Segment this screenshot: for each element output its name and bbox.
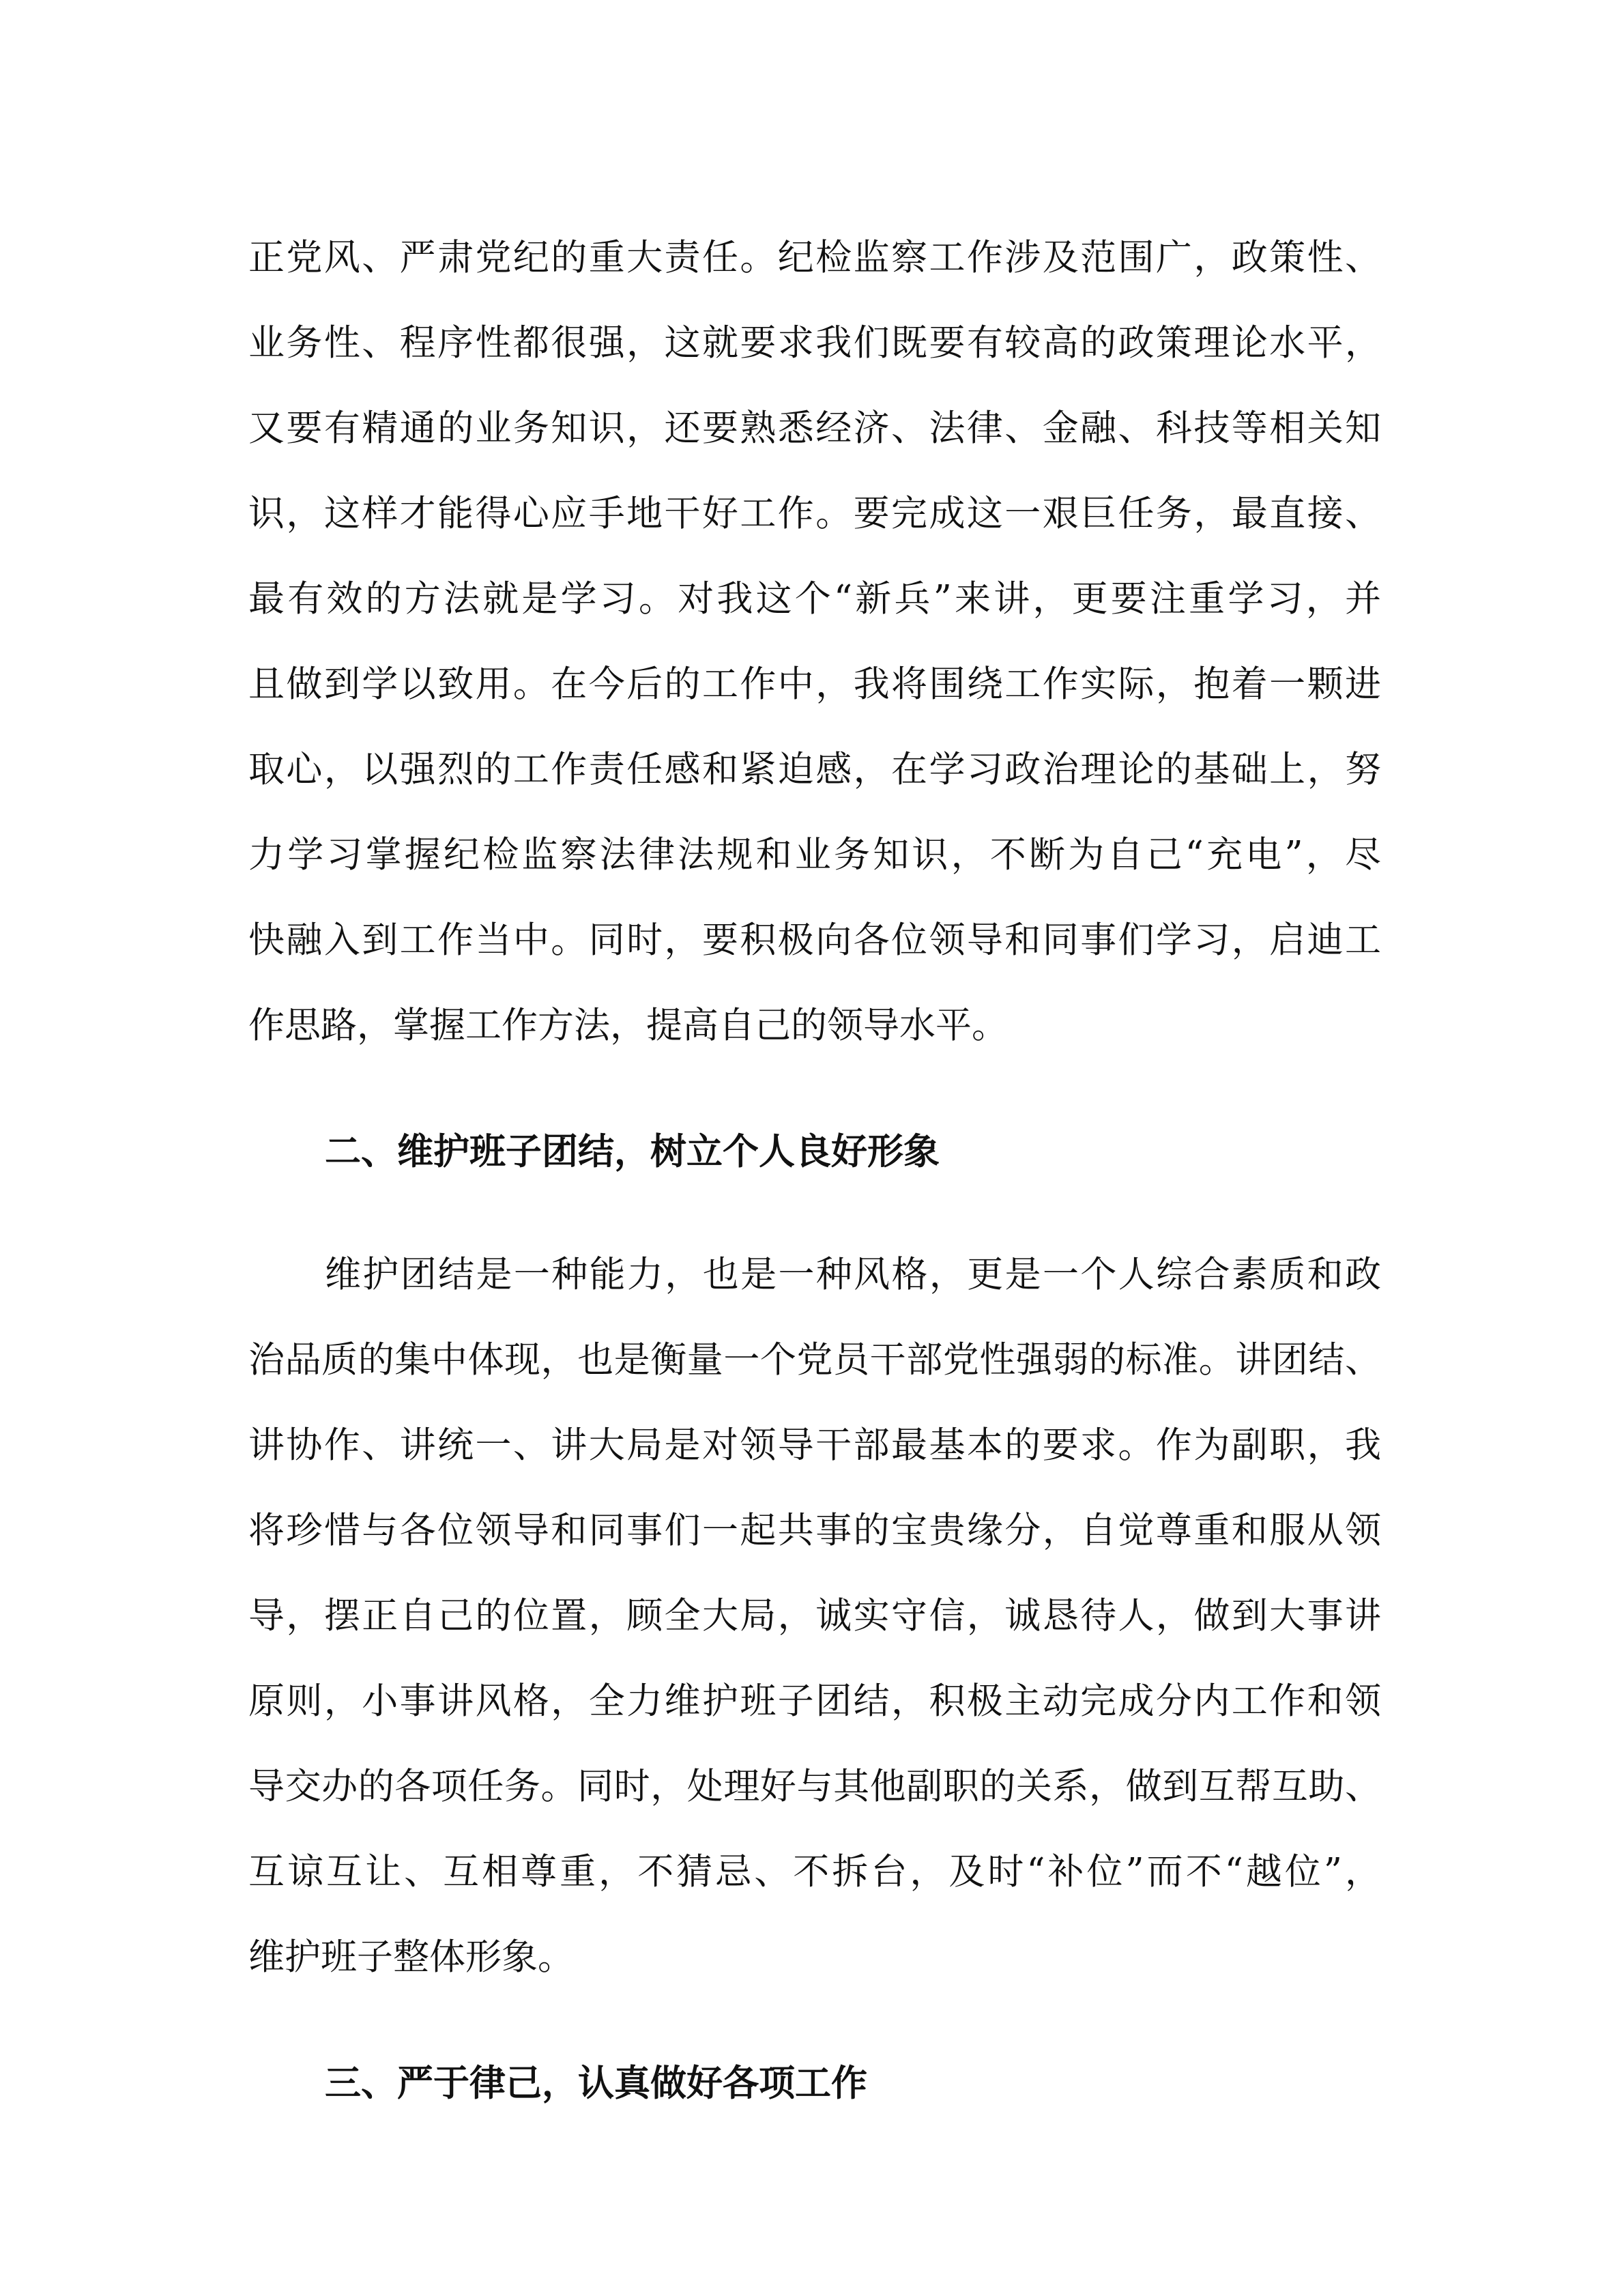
paragraph-continuation (248, 215, 1381, 1068)
paragraph-line: 作思路，掌握工作方法，提高自己的领导水平。 (248, 1005, 1008, 1046)
paragraph-team-unity (248, 1232, 1381, 2000)
section-heading-3: 三、严于律己，认真做好各项工作 (325, 2062, 867, 2104)
section-heading-2: 二、维护班子团结，树立个人良好形象 (325, 1130, 940, 1173)
spacer (248, 2000, 1381, 2041)
spacer (248, 1194, 1381, 1232)
paragraph-line: 将珍惜与各位领导和同事们一起共事的宝贵缘分，自觉尊重和服从领 (248, 1510, 1381, 1551)
paragraph-line: 导交办的各项任务。同时，处理好与其他副职的关系，做到互帮互助、 (248, 1766, 1381, 1807)
paragraph-line: 最有效的方法就是学习。对我这个“新兵”来讲，更要注重学习，并 (248, 578, 1381, 620)
paragraph-line: 导，摆正自己的位置，顾全大局，诚实守信，诚恳待人，做到大事讲 (248, 1595, 1381, 1637)
paragraph-line: 维护团结是一种能力，也是一种风格，更是一个人综合素质和政 (325, 1254, 1381, 1295)
document-body (248, 215, 1381, 2126)
paragraph-line: 取心，以强烈的工作责任感和紧迫感，在学习政治理论的基础上，努 (248, 749, 1381, 790)
paragraph-line: 维护班子整体形象。 (248, 1936, 574, 1978)
paragraph-line: 原则，小事讲风格，全力维护班子团结，积极主动完成分内工作和领 (248, 1680, 1381, 1722)
paragraph-line: 讲协作、讲统一、讲大局是对领导干部最基本的要求。作为副职，我 (248, 1424, 1381, 1466)
spacer (248, 1068, 1381, 1109)
paragraph-line: 业务性、程序性都很强，这就要求我们既要有较高的政策理论水平， (248, 322, 1381, 364)
paragraph-line: 识，这样才能得心应手地干好工作。要完成这一艰巨任务，最直接、 (248, 493, 1381, 534)
paragraph-line: 力学习掌握纪检监察法律法规和业务知识，不断为自己“充电”，尽 (248, 834, 1381, 876)
paragraph-line: 治品质的集中体现，也是衡量一个党员干部党性强弱的标准。讲团结、 (248, 1339, 1381, 1381)
paragraph-line: 快融入到工作当中。同时，要积极向各位领导和同事们学习，启迪工 (248, 919, 1381, 961)
paragraph-line: 且做到学以致用。在今后的工作中，我将围绕工作实际，抱着一颗进 (248, 663, 1381, 705)
paragraph-line: 互谅互让、互相尊重，不猜忌、不拆台，及时“补位”而不“越位”， (248, 1851, 1381, 1893)
paragraph-line: 正党风、严肃党纪的重大责任。纪检监察工作涉及范围广，政策性、 (248, 237, 1381, 278)
paragraph-line: 又要有精通的业务知识，还要熟悉经济、法律、金融、科技等相关知 (248, 407, 1381, 449)
